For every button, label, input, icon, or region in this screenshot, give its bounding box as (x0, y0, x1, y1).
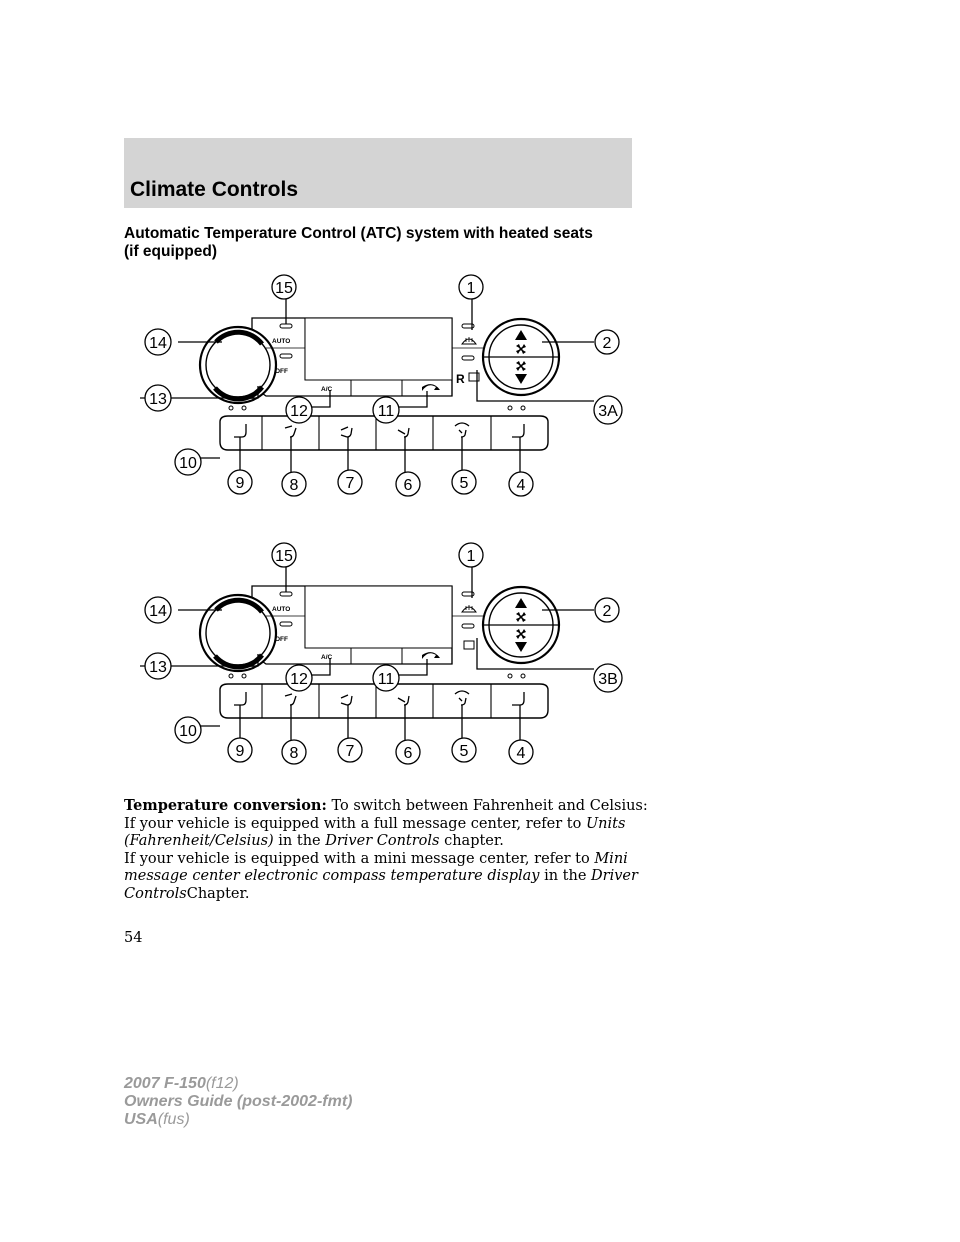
paragraph-2-line-2 (124, 868, 644, 886)
page-number: 54 (124, 930, 143, 946)
rear-defrost-label: R (456, 372, 465, 386)
conversion-line (124, 797, 648, 816)
callout-8-b-label: 8 (289, 745, 299, 762)
callout-5-label: 5 (459, 475, 469, 492)
callout-15-label: 15 (275, 280, 293, 297)
p1-ref-driver-controls: Driver Controls (325, 833, 440, 850)
callout-11-label: 11 (377, 403, 395, 420)
auto-button-label-b: AUTO (272, 606, 291, 613)
atc-diagrams (120, 270, 640, 785)
paragraph-1-line-1 (124, 816, 644, 834)
callout-11-b-label: 11 (377, 671, 395, 688)
callout-10-label: 10 (179, 455, 197, 472)
callout-2-b-label: 2 (602, 603, 612, 620)
callout-9-b-label: 9 (235, 743, 245, 760)
callout-4-b-label: 4 (516, 745, 526, 762)
p1-text-b: in the (278, 833, 321, 850)
callout-15-b-label: 15 (275, 548, 293, 565)
footer-market: USA (124, 1111, 158, 1128)
auto-button-label: AUTO (272, 338, 291, 345)
footer-model-code: (f12) (205, 1075, 239, 1092)
p2-text-b: in the (544, 868, 587, 885)
p2-text-c: Chapter. (186, 885, 250, 902)
p2-ref-mini: Mini (594, 850, 628, 867)
paragraph-2-line-1 (124, 851, 644, 869)
conversion-text: To switch between Fahrenheit and Celsius: (331, 798, 648, 814)
callout-3b-label: 3B (598, 671, 618, 688)
off-button-label-b: OFF (275, 636, 288, 643)
p2-ref-controls: Controls (124, 885, 187, 902)
callout-7-b-label: 7 (345, 743, 355, 760)
callout-13-b-label: 13 (149, 659, 167, 676)
chapter-title: Climate Controls (130, 178, 299, 201)
callout-12-b-label: 12 (290, 671, 308, 688)
section-heading-line1: Automatic Temperature Control (ATC) system with heated seats (124, 225, 593, 242)
section-heading-line2: (if equipped) (124, 243, 217, 260)
callout-13-label: 13 (149, 391, 167, 408)
callout-7-label: 7 (345, 475, 355, 492)
footer-model: 2007 F-150 (124, 1075, 206, 1092)
p2-ref-driver: Driver (591, 868, 638, 885)
p1-ref-fahrenheit-celsius: (Fahrenheit/Celsius) (124, 833, 274, 850)
off-button-label: OFF (275, 368, 288, 375)
ac-button-label-b: A/C (321, 654, 333, 661)
callout-6-b-label: 6 (403, 745, 413, 762)
callout-4-label: 4 (516, 477, 526, 494)
rear-defrost-icon-b (464, 641, 474, 649)
p1-text-c: chapter. (444, 833, 504, 850)
callout-3a-label: 3A (598, 403, 618, 420)
p1-ref-units: Units (585, 815, 626, 832)
callout-8-label: 8 (289, 477, 299, 494)
callout-14-label: 14 (149, 335, 167, 352)
callout-1-label: 1 (466, 280, 476, 297)
callout-6-label: 6 (403, 477, 413, 494)
diagram-bottom (140, 543, 622, 764)
footer-guide: Owners Guide (post-2002-fmt) (124, 1093, 353, 1110)
callout-2-label: 2 (602, 335, 612, 352)
body-text (124, 797, 648, 904)
section-heading (124, 225, 644, 261)
ac-button-label: A/C (321, 386, 333, 393)
callout-1-b-label: 1 (466, 548, 476, 565)
callout-14-b-label: 14 (149, 603, 167, 620)
callout-5-b-label: 5 (459, 743, 469, 760)
callout-12-label: 12 (290, 403, 308, 420)
callout-10-b-label: 10 (179, 723, 197, 740)
conversion-label: Temperature conversion: (124, 797, 327, 814)
p1-text-a: If your vehicle is equipped with a full message center, refer to (124, 815, 582, 832)
callout-9-label: 9 (235, 475, 245, 492)
footer-market-code: (fus) (157, 1111, 190, 1128)
paragraph-1-line-2 (124, 833, 644, 851)
paragraph-2-line-3 (124, 886, 644, 904)
p2-text-a: If your vehicle is equipped with a mini message center, refer to (124, 850, 590, 867)
p2-ref-compass-display: message center electronic compass temperature display (124, 868, 540, 885)
footer (124, 1075, 352, 1129)
diagram-top (140, 275, 622, 496)
